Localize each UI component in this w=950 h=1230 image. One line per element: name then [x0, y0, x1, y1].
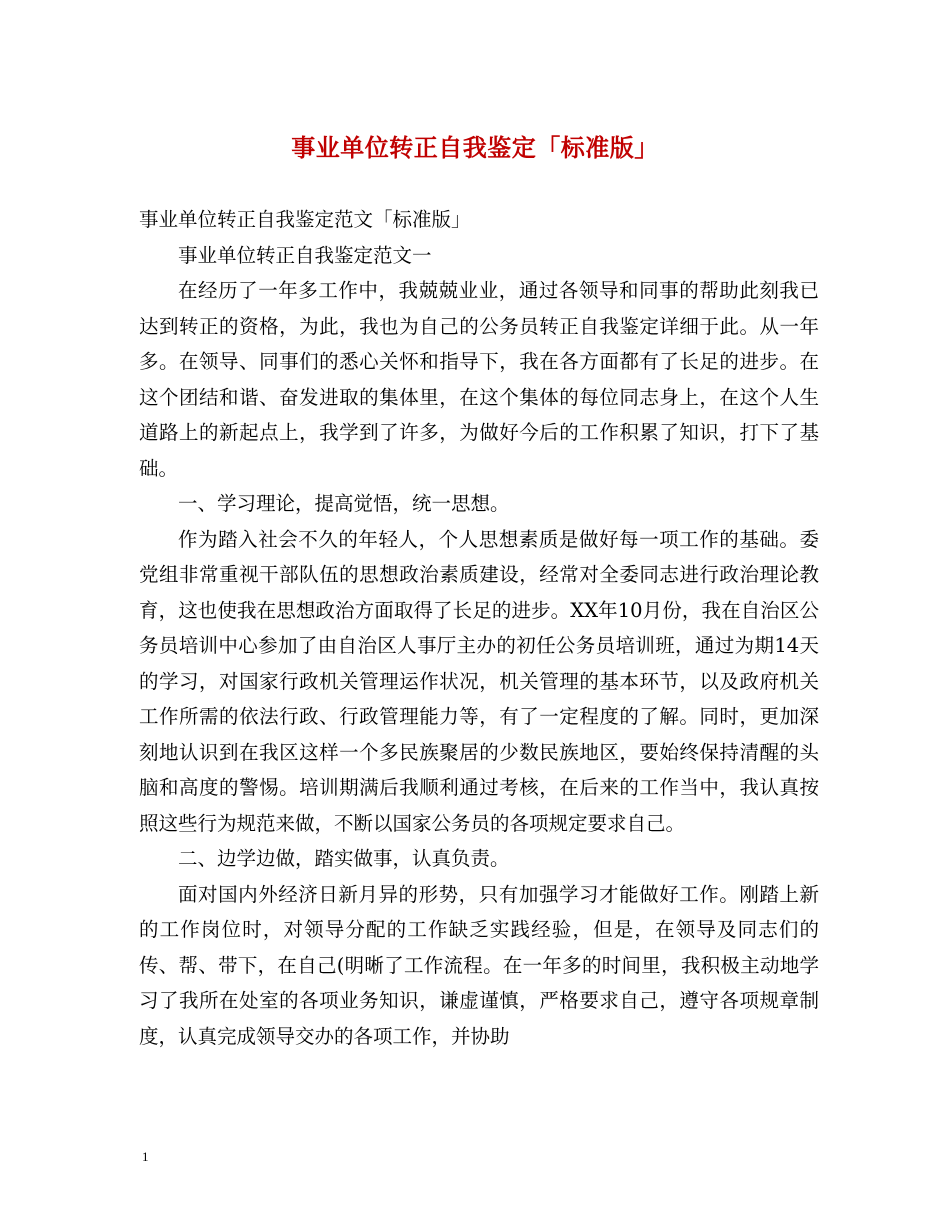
- body-paragraph: 面对国内外经济日新月异的形势，只有加强学习才能做好工作。刚踏上新的工作岗位时，对领导分配的工作缺乏实践经验，但是，在领导及同志们的传、帮、带下，在自己(明晰了工作流程。在一年多的时间里，我积极主动地学习了我所在处室的各项业务知识，谦虚谨慎，严格要求自己，遵守各项规章制度，认真完成领导交办的各项工作，并协助: [139, 882, 819, 1048]
- section-heading: 事业单位转正自我鉴定范文一: [178, 243, 432, 267]
- page-number: 1: [142, 1149, 149, 1164]
- section-heading: 一、学习理论，提高觉悟，统一思想。: [178, 492, 510, 515]
- body-paragraph: 作为踏入社会不久的年轻人，个人思想素质是做好每一项工作的基础。委党组非常重视干部队伍的思想政治素质建设，经常对全委同志进行政治理论教育，这也使我在思想政治方面取得了长足的进步。XX年10月份，我在自治区公务员培训中心参加了由自治区人事厅主办的初任公务员培训班，通过为期14天的学习，对国家行政机关管理运作状况，机关管理的基本环节，以及政府机关工作所需的依法行政、行政管理能力等，有了一定程度的了解。同时，更加深刻地认识到在我区这样一个多民族聚居的少数民族地区，要始终保持清醒的头脑和高度的警惕。培训期满后我顺利通过考核，在后来的工作当中，我认真按照这些行为规范来做，不断以国家公务员的各项规定要求自己。: [139, 527, 819, 835]
- section-heading: 二、边学边做，踏实做事，认真负责。: [178, 847, 510, 870]
- document-body: [139, 202, 819, 1054]
- document-title: 事业单位转正自我鉴定「标准版」: [291, 133, 659, 162]
- body-paragraph: 在经历了一年多工作中，我兢兢业业，通过各领导和同事的帮助此刻我已达到转正的资格，为此，我也为自己的公务员转正自我鉴定详细于此。从一年多。在领导、同事们的悉心关怀和指导下，我在各方面都有了长足的进步。在这个团结和谐、奋发进取的集体里，在这个集体的每位同志身上，在这个人生道路上的新起点上，我学到了许多，为做好今后的工作积累了知识，打下了基础。: [139, 279, 819, 480]
- subtitle-paragraph: 事业单位转正自我鉴定范文「标准版」: [139, 208, 471, 231]
